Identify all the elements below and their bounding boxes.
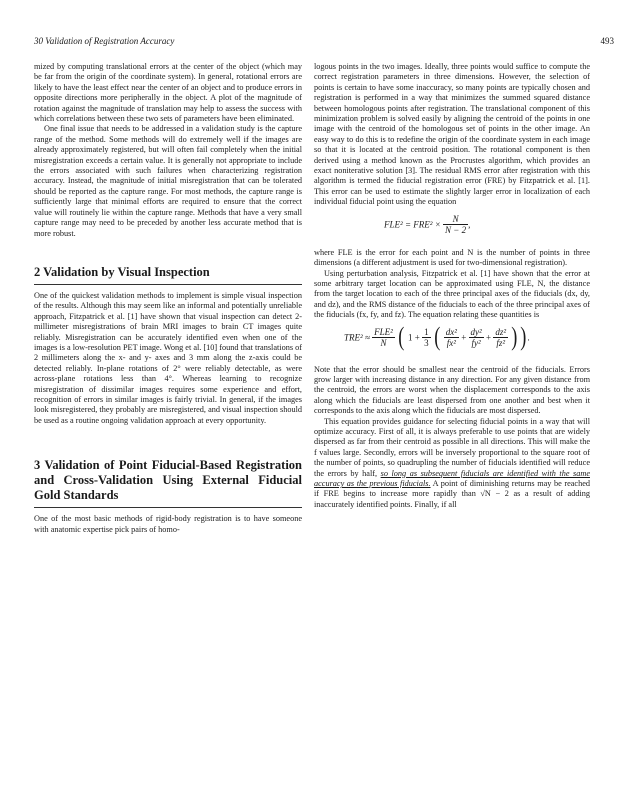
- left-paren-inner: (: [434, 322, 441, 352]
- eq1-numerator: N: [443, 214, 468, 225]
- eq2-lhs: TRE² ≈: [344, 332, 370, 343]
- page-number: 493: [600, 36, 614, 46]
- left-column: [34, 62, 302, 535]
- section-heading-3: 3 Validation of Point Fiducial-Based Registration and Cross-Validation Using External Fiducial Gold Standards: [34, 458, 302, 508]
- eq2-fraction: [372, 327, 395, 349]
- eq1-fraction: [443, 213, 471, 236]
- paragraph: [314, 417, 590, 511]
- section-heading-2: 2 Validation by Visual Inspection: [34, 265, 302, 285]
- right-paren: ): [520, 322, 527, 352]
- eq2-numerator: FLE²: [374, 326, 393, 337]
- paragraph: One final issue that needs to be addressed in a validation study is the capture range of the method. Some methods will do extremely well if the images are already approximately registered, but will often fail completely when the initial misregistration exceeds a certain value. It is generally not appropriate to include the errors associated with such failures when characterizing registration accuracy. Instead, the magnitude of initial misregistration that can be tolerated should be reported as the capture range. For most methods, the capture range is sufficiently large that minimal efforts are required to ensure that the correct value will routinely lie within the capture range. Methods that have a very small capture range may need to be preceded by another less accurate method that is more robust.: [34, 124, 302, 238]
- paragraph: logous points in the two images. Ideally, three points would suffice to compute the correct registration parameters in three dimensions. However, the selection of points is certain to have some inaccuracy, so many points are typically chosen and registration is performed in a way that minimizes the summed squared distance between homologous points after registration. The translational component of this minimization problem is solved easily by aligning the centroid of the points in one image with the centroid of the homologous set of points in the other image. An easy way to do this is to redefine the origin of the coordinate system in each image so that it is located at the centroid position. The rotational component is then derived using a method known as the Procrustes algorithm, which provides an exact noniterative solution [3]. The residual RMS error after registration with this algorithm is termed the fiducial registration error (FRE) by Fitzpatrick et al. [1]. This error can be used to estimate the slightly larger error in localization of each individual fiducial point using the equation: [314, 62, 590, 207]
- right-column: [314, 62, 590, 510]
- paragraph: Note that the error should be smallest near the centroid of the fiducials. Errors grow larger with increasing distance in any direction. For any given distance from the centroid, the errors are worst when the displacement corresponds to the axis along which the fiducials are least dispersed from one another and best when it corresponds to the axis along which the fiducials are most dispersed.: [314, 364, 590, 416]
- eq1-lhs: FLE² = FRE² ×: [384, 219, 441, 230]
- running-title: 30 Validation of Registration Accuracy: [34, 36, 175, 46]
- eq1-tail: ,: [468, 219, 471, 230]
- paragraph: mized by computing translational errors at the center of the object (which may be far from the origin of the coordinate system). In general, rotational errors are likely to have the least effect near the center of an object and to produce errors in opposite directions more peripherally in the object. A plot of the magnitude of rotation against the magnitude of translation may help to assess the success with which correlations between these two sets of parameters have been eliminated.: [34, 62, 302, 124]
- eq2-third-num: 1: [424, 326, 429, 337]
- text-span: This equation provides guidance for selecting fiducial points in a way that will optimize accuracy. First of all, it is always preferable to use points that are widely dispersed as far from their centroid as possible in all directions. This will make the f values large. Secondly, errors will be inversely proportional to the square root of the number of points, so quadrupling the number of fiducials identified will reduce the errors by half,: [314, 416, 590, 478]
- eq2-third: [422, 327, 431, 349]
- eq2-plus: +: [486, 332, 492, 343]
- text-span: A point of diminishing returns may be reached if FRE begins to increase more rapidly than √N − 2 as a result of adding inaccurately identified points. Finally, if all: [314, 479, 590, 509]
- eq1-denominator: N − 2: [445, 225, 467, 236]
- eq2-third-den: 3: [424, 337, 429, 348]
- eq2-term-z-den: fz²: [496, 337, 506, 348]
- right-paren-inner: ): [511, 322, 518, 352]
- eq2-plus: +: [461, 332, 467, 343]
- paragraph: Using perturbation analysis, Fitzpatrick et al. [1] have shown that the error at some arbitrary target location can be approximated using FLE, N, the distance from the target location to each of the three principal axes of the fiducials (dx, dy, and dz), and the RMS distance of the fiducials to each of the three principal axes of the fiducials (fx, fy, and fz). The equation relating these quantities is: [314, 268, 590, 320]
- eq2-tail: .: [527, 332, 530, 343]
- equation-fle: [384, 214, 590, 242]
- eq2-term-y-den: fy²: [471, 337, 481, 348]
- eq2-term-x-den: fx²: [446, 337, 456, 348]
- running-header: [34, 36, 614, 50]
- eq2-denominator: N: [380, 337, 387, 348]
- paragraph: One of the quickest validation methods to implement is simple visual inspection of the results. Although this may seem like an informal and potentially unreliable approach, Fitzpatrick et al. [1] have shown that visual inspection can detect 2-millimeter misregistrations of brain MRI images to brain CT images quite reliably. Misregistration can be accurately identified even when one of the images is a low-resolution PET image. Wong et al. [10] found that translations of 2 millimeters along the x- and y- axes and 3 mm along the z-axis could be detected reliably. In-plane rotations of 2° were reliably detectable, as were across-plane rotations less than 4°. Whereas learning to recognize misregistration of dissimilar images requires some experience and effort, recognition of errors in similar images is fairly trivial. In general, if the images look misregistered, they probably are misregistered, and visual inspection should be used as a routine ongoing validation approach at every opportunity.: [34, 290, 302, 425]
- italic-emphasis: so long as subsequent fiducials are identified with the same accuracy as the previous fiducials.: [314, 468, 590, 488]
- paragraph: One of the most basic methods of rigid-body registration is to have someone with anatomic expertise pick pairs of homo-: [34, 514, 302, 534]
- eq2-term-z: [493, 327, 508, 349]
- left-paren: (: [398, 322, 405, 352]
- eq2-term-y-num: dy²: [470, 326, 482, 337]
- equation-tre: [344, 322, 590, 359]
- eq2-term-x: [444, 327, 459, 349]
- eq2-one-plus: 1 +: [408, 332, 420, 343]
- eq2-term-y: [469, 327, 484, 349]
- eq2-term-z-num: dz²: [495, 326, 507, 337]
- eq2-term-x-num: dx²: [445, 326, 457, 337]
- paragraph: where FLE is the error for each point and N is the number of points in three dimensions (a different adjustment is used for two-dimensional registration).: [314, 247, 590, 268]
